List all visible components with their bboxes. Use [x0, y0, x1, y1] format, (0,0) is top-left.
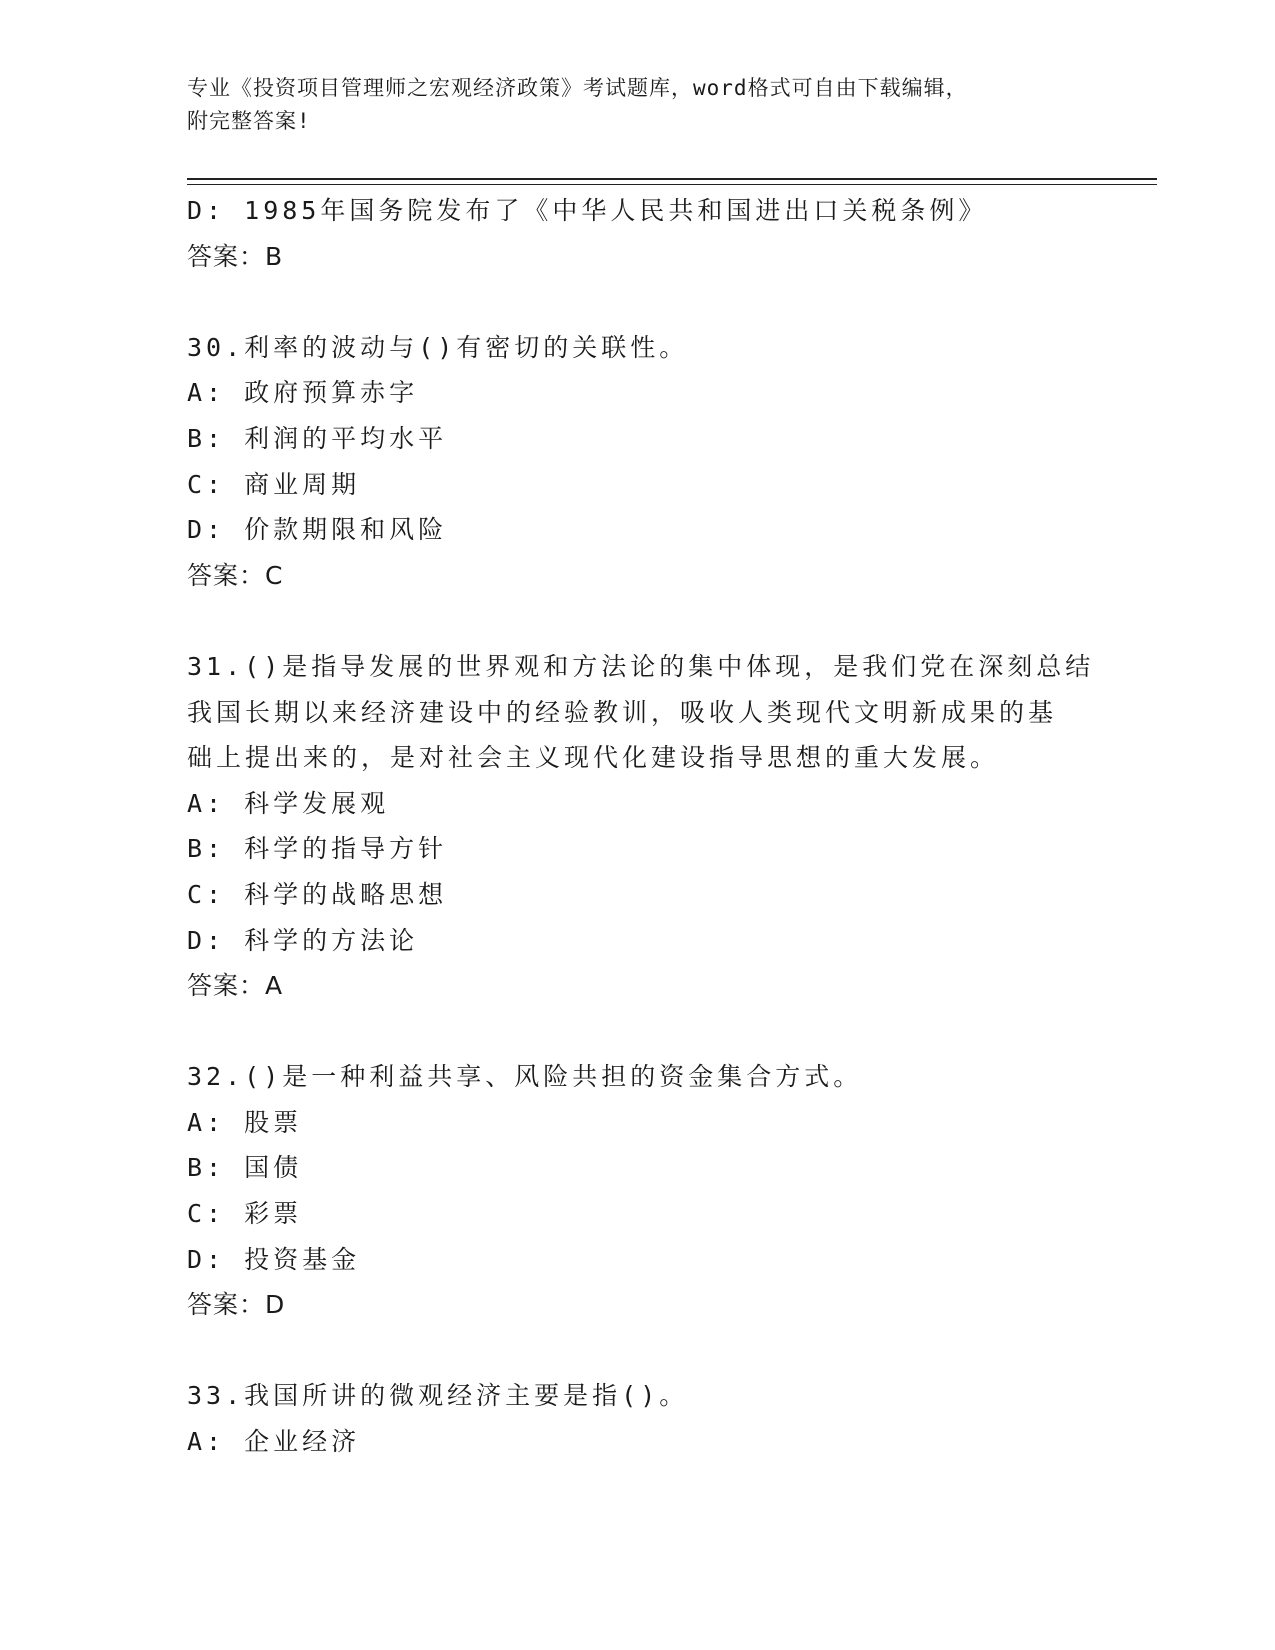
question-29-partial [187, 188, 1087, 279]
spacer [187, 1328, 1087, 1374]
header-rule-thick [187, 178, 1157, 180]
option-d: D: 投资基金 [187, 1244, 361, 1274]
header-rule-thin [187, 184, 1157, 185]
option-b: B: 利润的平均水平 [187, 423, 448, 453]
question-text: 32.()是一种利益共享、风险共担的资金集合方式。 [187, 1062, 863, 1092]
question-text-line-1: 31.()是指导发展的世界观和方法论的集中体现，是我们党在深刻总结 [187, 651, 1095, 681]
option-a: A: 科学发展观 [187, 788, 390, 818]
spacer [187, 279, 1087, 325]
question-32 [187, 1054, 1087, 1328]
question-text-line-3: 础上提出来的，是对社会主义现代化建设指导思想的重大发展。 [187, 743, 1000, 773]
answer: 答案：A [187, 971, 284, 1001]
question-text: 30.利率的波动与()有密切的关联性。 [187, 332, 689, 362]
option-d: D: 1985年国务院发布了《中华人民共和国进出口关税条例》 [187, 196, 988, 225]
header-line-2: 附完整答案! [187, 109, 311, 133]
option-b: B: 科学的指导方针 [187, 834, 448, 864]
option-d: D: 价款期限和风险 [187, 515, 448, 545]
question-30 [187, 325, 1087, 599]
answer: 答案：B [187, 241, 284, 271]
question-text-line-2: 我国长期以来经济建设中的经验教训，吸收人类现代文明新成果的基 [187, 697, 1058, 727]
option-d: D: 科学的方法论 [187, 925, 419, 955]
question-list [187, 188, 1095, 1465]
question-text: 33.我国所讲的微观经济主要是指()。 [187, 1381, 689, 1411]
header-line-1: 专业《投资项目管理师之宏观经济政策》考试题库，word格式可自由下载编辑， [187, 76, 968, 100]
option-a: A: 企业经济 [187, 1427, 361, 1457]
spacer [187, 598, 1087, 644]
document-header [187, 72, 1087, 138]
option-c: C: 彩票 [187, 1199, 303, 1229]
option-c: C: 科学的战略思想 [187, 879, 448, 909]
option-c: C: 商业周期 [187, 469, 361, 499]
answer: 答案：C [187, 560, 284, 590]
option-b: B: 国债 [187, 1153, 303, 1183]
answer: 答案：D [187, 1290, 286, 1320]
option-a: A: 股票 [187, 1107, 303, 1137]
option-a: A: 政府预算赤字 [187, 378, 419, 408]
question-31 [187, 644, 1095, 1009]
spacer [187, 1009, 1087, 1055]
question-33 [187, 1373, 1087, 1464]
